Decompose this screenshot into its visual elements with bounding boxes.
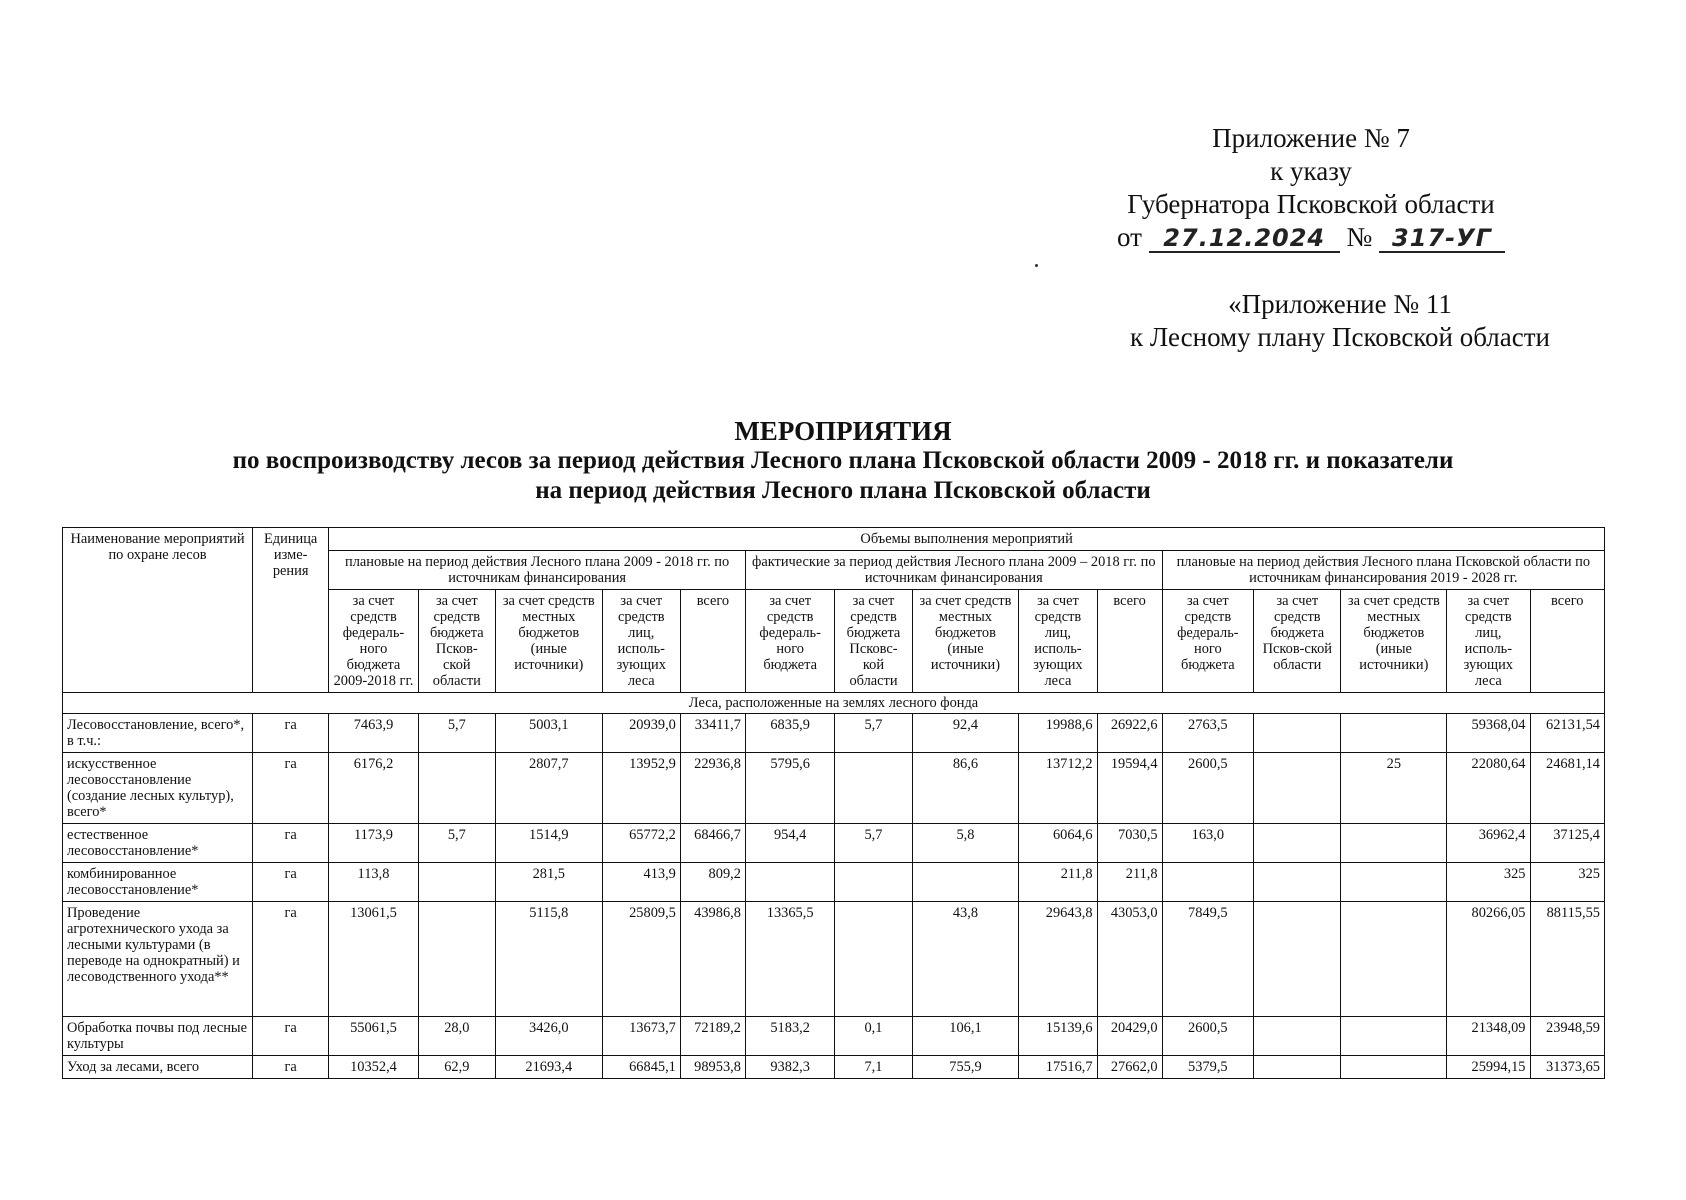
value-cell: 92,4 (912, 714, 1019, 753)
row-unit: га (253, 753, 329, 824)
value-cell: 5115,8 (495, 902, 602, 1017)
subheader-cell: за счет средств лиц, исполь-зующих леса (602, 590, 680, 693)
value-cell (1254, 863, 1341, 902)
value-cell: 7463,9 (329, 714, 418, 753)
header-name: Наименование мероприятий по охране лесов (63, 528, 253, 693)
subheader-cell: за счет средств бюджета Псков-ской области (1254, 590, 1341, 693)
value-cell (1341, 902, 1447, 1017)
issuer: Губернатора Псковской области (1127, 189, 1495, 219)
value-cell: 43,8 (912, 902, 1019, 1017)
value-cell: 281,5 (495, 863, 602, 902)
section-row (63, 693, 1605, 714)
row-name: искусственное лесовосстановление (создание лесных культур), всего* (63, 753, 253, 824)
subheader-cell: за счет средств федераль-ного бюджета (1162, 590, 1253, 693)
value-cell: 15139,6 (1019, 1017, 1097, 1056)
value-cell: 211,8 (1097, 863, 1162, 902)
value-cell: 5795,6 (745, 753, 834, 824)
row-name: Проведение агротехнического ухода за лесными культурами (в переводе на однократный) и лесоводственного ухода** (63, 902, 253, 1017)
value-cell (1254, 714, 1341, 753)
handwritten-date: 27.12.2024 (1149, 225, 1340, 253)
value-cell (418, 753, 495, 824)
value-cell: 27662,0 (1097, 1056, 1162, 1079)
value-cell: 211,8 (1019, 863, 1097, 902)
value-cell: 325 (1530, 863, 1605, 902)
value-cell: 755,9 (912, 1056, 1019, 1079)
value-cell: 1173,9 (329, 824, 418, 863)
value-cell: 29643,8 (1019, 902, 1097, 1017)
value-cell: 5,7 (835, 824, 912, 863)
date-number-line (1051, 221, 1571, 254)
value-cell: 43986,8 (680, 902, 745, 1017)
value-cell: 28,0 (418, 1017, 495, 1056)
annex-number: «Приложение № 11 (1228, 289, 1452, 319)
title-main: МЕРОПРИЯТИЯ (734, 416, 952, 446)
value-cell: 22936,8 (680, 753, 745, 824)
row-name: Обработка почвы под лесные культуры (63, 1017, 253, 1056)
value-cell (1341, 1056, 1447, 1079)
annex-ref: к Лесному плану Псковской области (1129, 322, 1551, 352)
row-name: естественное лесовосстановление* (63, 824, 253, 863)
value-cell: 13061,5 (329, 902, 418, 1017)
value-cell: 10352,4 (329, 1056, 418, 1079)
value-cell: 2807,7 (495, 753, 602, 824)
value-cell: 20939,0 (602, 714, 680, 753)
value-cell: 5,7 (418, 824, 495, 863)
table-row (63, 714, 1605, 753)
value-cell: 59368,04 (1447, 714, 1530, 753)
value-cell: 113,8 (329, 863, 418, 902)
subheader-cell: всего (1530, 590, 1605, 693)
value-cell: 0,1 (835, 1017, 912, 1056)
value-cell: 22080,64 (1447, 753, 1530, 824)
value-cell: 413,9 (602, 863, 680, 902)
row-name: Лесовосстановление, всего*, в т.ч.: (63, 714, 253, 753)
value-cell: 88115,55 (1530, 902, 1605, 1017)
handwritten-number: 317-УГ (1379, 225, 1505, 253)
row-unit: га (253, 824, 329, 863)
value-cell: 954,4 (745, 824, 834, 863)
value-cell: 2600,5 (1162, 753, 1253, 824)
value-cell: 5,7 (835, 714, 912, 753)
value-cell (912, 863, 1019, 902)
value-cell (1254, 753, 1341, 824)
value-cell: 6176,2 (329, 753, 418, 824)
row-unit: га (253, 1056, 329, 1079)
subheader-cell: за счет средств местных бюджетов (иные источники) (912, 590, 1019, 693)
subheader-cell: всего (680, 590, 745, 693)
value-cell: 17516,7 (1019, 1056, 1097, 1079)
value-cell: 55061,5 (329, 1017, 418, 1056)
header-volumes: Объемы выполнения мероприятий (329, 528, 1605, 551)
document-title (100, 416, 1586, 506)
value-cell: 325 (1447, 863, 1530, 902)
value-cell: 25809,5 (602, 902, 680, 1017)
subheader-cell: за счет средств федераль-ного бюджета (745, 590, 834, 693)
value-cell: 25 (1341, 753, 1447, 824)
annex-header (1090, 288, 1590, 354)
value-cell: 66845,1 (602, 1056, 680, 1079)
value-cell (418, 902, 495, 1017)
value-cell: 13952,9 (602, 753, 680, 824)
subheader-cell: за счет средств бюджета Псков-ской области (418, 590, 495, 693)
value-cell: 26922,6 (1097, 714, 1162, 753)
row-unit: га (253, 714, 329, 753)
value-cell: 1514,9 (495, 824, 602, 863)
title-line-3: на период действия Лесного плана Псковской области (535, 477, 1151, 504)
value-cell (1254, 1056, 1341, 1079)
number-prefix: № (1346, 222, 1373, 252)
value-cell: 31373,65 (1530, 1056, 1605, 1079)
table-row (63, 753, 1605, 824)
value-cell (835, 863, 912, 902)
header-unit: Единица изме-рения (253, 528, 329, 693)
subheader-cell: за счет средств местных бюджетов (иные источники) (1341, 590, 1447, 693)
value-cell: 6835,9 (745, 714, 834, 753)
value-cell: 5379,5 (1162, 1056, 1253, 1079)
value-cell (1254, 1017, 1341, 1056)
value-cell: 68466,7 (680, 824, 745, 863)
value-cell: 3426,0 (495, 1017, 602, 1056)
subheader-cell: за счет средств бюджета Псковс-кой области (835, 590, 912, 693)
row-unit: га (253, 863, 329, 902)
header-group-planned-2009: плановые на период действия Лесного плана 2009 - 2018 гг. по источникам финансирования (329, 551, 746, 590)
value-cell: 9382,3 (745, 1056, 834, 1079)
value-cell: 72189,2 (680, 1017, 745, 1056)
value-cell: 7030,5 (1097, 824, 1162, 863)
subheader-cell: за счет средств лиц, исполь-зующих леса (1019, 590, 1097, 693)
value-cell: 809,2 (680, 863, 745, 902)
subheader-cell: всего (1097, 590, 1162, 693)
row-name: комбинированное лесовосстановление* (63, 863, 253, 902)
value-cell: 5003,1 (495, 714, 602, 753)
value-cell: 5,7 (418, 714, 495, 753)
value-cell: 6064,6 (1019, 824, 1097, 863)
decree-ref: к указу (1270, 156, 1352, 186)
value-cell: 37125,4 (1530, 824, 1605, 863)
header-group-actual-2009: фактические за период действия Лесного плана 2009 – 2018 гг. по источникам финансирования (745, 551, 1162, 590)
value-cell: 19988,6 (1019, 714, 1097, 753)
appendix-number: Приложение № 7 (1212, 123, 1410, 153)
date-prefix: от (1117, 222, 1142, 252)
value-cell: 24681,14 (1530, 753, 1605, 824)
value-cell: 7849,5 (1162, 902, 1253, 1017)
row-name: Уход за лесами, всего (63, 1056, 253, 1079)
value-cell: 5,8 (912, 824, 1019, 863)
value-cell: 7,1 (835, 1056, 912, 1079)
section-label: Леса, расположенные на землях лесного фонда (63, 693, 1605, 714)
value-cell (745, 863, 834, 902)
value-cell (418, 863, 495, 902)
value-cell: 33411,7 (680, 714, 745, 753)
value-cell: 2763,5 (1162, 714, 1253, 753)
subheader-cell: за счет средств федераль-ного бюджета 2009-2018 гг. (329, 590, 418, 693)
value-cell (1341, 824, 1447, 863)
measures-table (62, 527, 1605, 1079)
value-cell (1254, 824, 1341, 863)
value-cell: 13673,7 (602, 1017, 680, 1056)
value-cell: 20429,0 (1097, 1017, 1162, 1056)
table-row (63, 824, 1605, 863)
table-row (63, 902, 1605, 1017)
value-cell: 106,1 (912, 1017, 1019, 1056)
header-group-planned-2019: плановые на период действия Лесного плана Псковской области по источникам финансирования 2019 - 2028 гг. (1162, 551, 1604, 590)
value-cell: 25994,15 (1447, 1056, 1530, 1079)
value-cell (1341, 1017, 1447, 1056)
title-line-2: по воспроизводству лесов за период действия Лесного плана Псковской области 2009 - 2018 гг. и показатели (232, 447, 1454, 474)
value-cell (835, 902, 912, 1017)
table-body (63, 693, 1605, 1079)
value-cell: 5183,2 (745, 1017, 834, 1056)
value-cell: 21693,4 (495, 1056, 602, 1079)
value-cell: 80266,05 (1447, 902, 1530, 1017)
scan-speck (1035, 264, 1038, 267)
value-cell (835, 753, 912, 824)
value-cell: 98953,8 (680, 1056, 745, 1079)
value-cell: 43053,0 (1097, 902, 1162, 1017)
table-row (63, 863, 1605, 902)
value-cell: 163,0 (1162, 824, 1253, 863)
value-cell (1162, 863, 1253, 902)
value-cell: 13365,5 (745, 902, 834, 1017)
row-unit: га (253, 902, 329, 1017)
decree-header (1051, 122, 1571, 254)
value-cell: 2600,5 (1162, 1017, 1253, 1056)
table-row (63, 1056, 1605, 1079)
subheader-cell: за счет средств местных бюджетов (иные источники) (495, 590, 602, 693)
value-cell: 21348,09 (1447, 1017, 1530, 1056)
value-cell (1254, 902, 1341, 1017)
table-row (63, 1017, 1605, 1056)
value-cell (1341, 714, 1447, 753)
subheader-cell: за счет средств лиц, исполь-зующих леса (1447, 590, 1530, 693)
value-cell (1341, 863, 1447, 902)
value-cell: 13712,2 (1019, 753, 1097, 824)
value-cell: 65772,2 (602, 824, 680, 863)
value-cell: 23948,59 (1530, 1017, 1605, 1056)
value-cell: 62,9 (418, 1056, 495, 1079)
row-unit: га (253, 1017, 329, 1056)
value-cell: 19594,4 (1097, 753, 1162, 824)
value-cell: 86,6 (912, 753, 1019, 824)
value-cell: 62131,54 (1530, 714, 1605, 753)
value-cell: 36962,4 (1447, 824, 1530, 863)
